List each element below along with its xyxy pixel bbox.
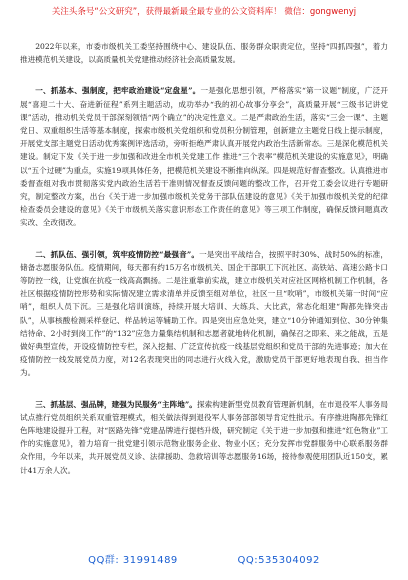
qq-group-text: QQ群: 31991489 (88, 555, 178, 566)
document-body (20, 40, 388, 481)
spacer (20, 70, 388, 84)
contact-footer (0, 551, 408, 566)
qq-text: QQ:535304092 (237, 555, 320, 566)
section-1-title: 一、抓基本、强制度，把牢政治建设“定盘星”。 (35, 86, 201, 96)
section-1 (20, 84, 388, 229)
section-3 (20, 398, 388, 477)
intro-paragraph: 2022年以来，市委市级机关工委坚持围绕中心、建设队伍、服务群众职责定位，坚持“四抓四强”，着力推进模范机关建设，以高质量机关党建推动经济社会高质量发展。 (20, 42, 388, 65)
section-1-body: 一是强化思想引领，严格落实“第一议题”制度，广泛开展“喜迎二十大、奋进新征程”系列主题活动，成功举办“我的初心故事分享会”，高质量开展“三级书记讲党课”活动，推动机关党员干部深刻领悟“两个确立”的决定性意义。二是严肃政治生活，落实“三会一课”、主题党日、双重组织生活等基本制度，探索市级机关党组织和党员积分制管理，创新建立主题党日线上提示制度，开展党支部主题党日活动优秀案例评选活动，旁听拒绝严肃认真开展党内政治生活新常态。三是深化模范机关建设。制定下发《关于进一步加强和改进全市机关党建工作 推进“三个表率”模范机关建设的实施意见》，明确以“五个过硬”为重点，实施19项具体任务，把模范机关建设不断推向纵深。四是规范好督查整改。认真推进市委督查组对我市贯彻落实党内政治生活若干准则情况督查反馈问题的整改工作，召开党工委会议进行专题研究，制定整改方案，出台《关于进一步加强市级机关党务干部队伍建设的意见》《关于加强市级机关党的纪律检查委员会建设的意见》《关于市级机关落实意识形态工作责任的意见》等三项工作制度，确保反馈问题真改实改、全改彻改。 (20, 86, 389, 228)
promo-banner (0, 6, 408, 18)
promo-banner-text: 关注头条号“公文研究”，获得最新最全最专业的公文资料库！ 微信：gongwenyj (51, 7, 357, 17)
section-3-title: 三、抓基层、强品牌，建强为民服务“主阵地”。 (35, 399, 197, 409)
spacer (20, 384, 388, 398)
section-2-body: 一是突出平战结合，按照平时30%、战时50%的标准，储备志愿服务队伍。疫情期间，每天都有约15万名市级机关、国企干部职工下沉社区、高铁站、高速公路卡口等防控一线，让党旗在抗疫一线高高飘扬。二是注重靠前实战，建立市级机关对应社区网格机制工作机制，各社区根据疫情防控形势和实际情况建立需求清单并反馈至组对单位，社区一旦“吹哨”，市级机关第一时间“应哨”，组织人员下沉。三是强化培训演练，持续开展大培训、大练兵、大比武，常态化组建“陶都先锋突击队”，从事核酸检测采样登记、样品转运等辅助工作。四是突出应急处突，建立“10分钟通知到位、30分钟集结待命、2小时到岗工作”的“132”应急力量集结机制和志愿者就地转化机制，确保召之即来、来之能战，五是做好典型宣传，开设疫情防控专栏，深入挖掘、广泛宣传抗疫一线基层党组织和党员干部的先进事迹；加大在疫情防控一线发展党员力度，对12名表现突出的同志进行火线入党，激励党员干部更好地表现自我、担当作为。 (20, 249, 388, 378)
section-2-title: 二、抓队伍、强引领，筑牢疫情防控“最强音”。 (35, 249, 200, 259)
spacer (20, 234, 388, 248)
section-3-body: 探索构建新型党员教育管理新机制，在市退役军人事务局试点推行党员组织关系双重管理模式，相关做法得到退役军人事务部部领导肯定性批示。有序推进陶都先锋红色阵地建设提升工程，对“医路先锋”党建品牌进行提档升级，研究制定《关于进一步加强和推进“红色物业”工作的实施意见》，着力培育一批党建引领示范物业服务企业、物业小区；充分发挥市党群服务中心联系服务群众作用，今年以来，共开展党员义诊、法律援助、急救培训等志愿服务16场，接待参观使用团队近150支，累计41万余人次。 (20, 399, 389, 475)
section-2 (20, 248, 388, 380)
